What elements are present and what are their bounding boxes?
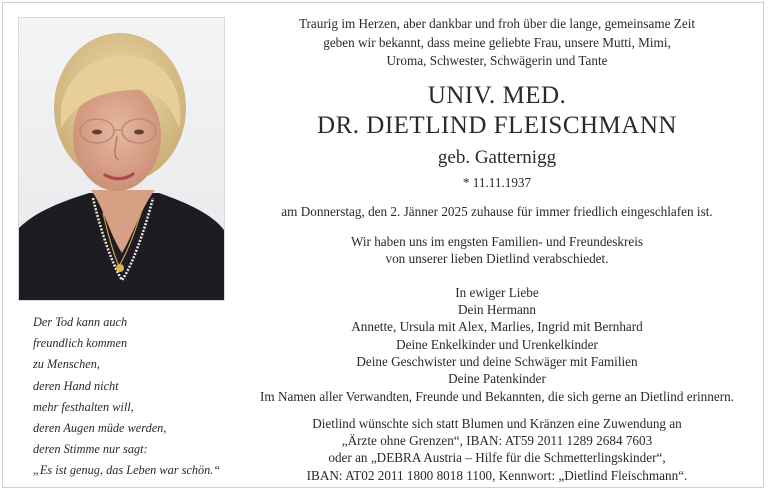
intro-paragraph bbox=[238, 15, 756, 71]
poem-line: Der Tod kann auch bbox=[33, 315, 128, 329]
farewell-line: Wir haben uns im engsten Familien- und Freundeskreis bbox=[350, 233, 644, 249]
poem-line: freundlich kommen bbox=[33, 336, 128, 351]
mourner-line: Annette, Ursula mit Alex, Marlies, Ingrid mit Bernhard bbox=[351, 319, 643, 335]
intro-line: Uroma, Schwester, Schwägerin und Tante bbox=[386, 53, 608, 69]
poem-line: „Es ist genug, das Leben war schön.“ bbox=[33, 463, 221, 478]
mourner-line: Deine Enkelkinder und Urenkelkinder bbox=[396, 336, 598, 352]
mourner-line: Im Namen aller Verwandten, Freunde und Bekannten, die sich gerne an Dietlind erinnern. bbox=[260, 388, 734, 404]
farewell-paragraph bbox=[238, 233, 756, 267]
donation-line: „Ärzte ohne Grenzen“, IBAN: AT59 2011 1289 2684 7603 bbox=[341, 433, 653, 449]
donation-paragraph bbox=[238, 415, 756, 484]
portrait-image bbox=[19, 18, 225, 301]
intro-line: Traurig im Herzen, aber dankbar und froh über die lange, gemeinsame Zeit bbox=[298, 16, 696, 31]
academic-title: UNIV. MED. bbox=[427, 81, 567, 109]
portrait-photo bbox=[18, 17, 225, 301]
death-notice: am Donnerstag, den 2. Jänner 2025 zuhause für immer friedlich eingeschlafen ist. bbox=[281, 203, 713, 219]
poem-line: deren Stimme nur sagt: bbox=[33, 442, 148, 457]
poem-line: mehr festhalten will, bbox=[33, 399, 134, 414]
mourner-line: In ewiger Liebe bbox=[455, 284, 539, 300]
maiden-name: geb. Gatternigg bbox=[437, 146, 557, 168]
poem-line: deren Augen müde werden, bbox=[33, 421, 167, 436]
deceased-name: DR. DIETLIND FLEISCHMANN bbox=[317, 111, 677, 139]
obituary-text bbox=[238, 15, 756, 484]
farewell-line: von unserer lieben Dietlind verabschiedet. bbox=[385, 250, 609, 266]
birth-date: * 11.11.1937 bbox=[462, 174, 532, 190]
intro-line: geben wir bekannt, dass meine geliebte Frau, unsere Mutti, Mimi, bbox=[323, 34, 671, 50]
poem-line: deren Hand nicht bbox=[33, 378, 119, 393]
mourner-line: Dein Hermann bbox=[458, 302, 536, 318]
poem-line: zu Menschen, bbox=[33, 357, 100, 372]
donation-line: oder an „DEBRA Austria – Hilfe für die Schmetterlingskinder“, bbox=[328, 450, 666, 466]
donation-line: Dietlind wünschte sich statt Blumen und Kränzen eine Zuwendung an bbox=[312, 415, 682, 431]
mourner-line: Deine Geschwister und deine Schwäger mit Familien bbox=[356, 353, 638, 369]
memorial-poem bbox=[33, 312, 233, 482]
mourner-line: Deine Patenkinder bbox=[448, 371, 546, 387]
mourners-list bbox=[238, 284, 756, 405]
donation-line: IBAN: AT02 2011 1800 8018 1100, Kennwort: „Dietlind Fleischmann“. bbox=[306, 467, 688, 483]
